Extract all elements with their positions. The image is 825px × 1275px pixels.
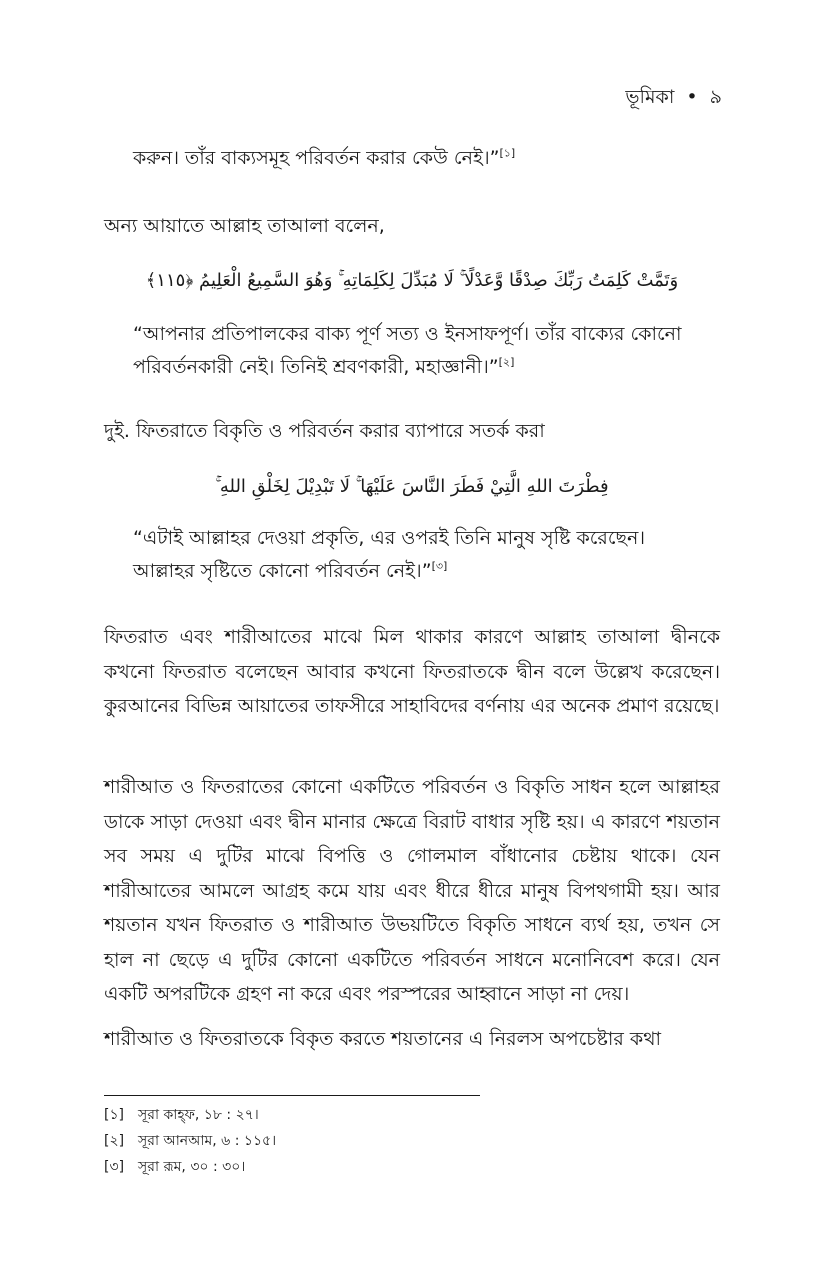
section-heading: দুই. ফিতরাতে বিকৃতি ও পরিবর্তন করার ব্যাপারে সতর্ক করা [104, 420, 545, 442]
footnote-ref-2: [২] [498, 355, 515, 369]
quote-translation-3: “এটাই আল্লাহর দেওয়া প্রকৃতি, এর ওপরই তিনি মানুষ সৃষ্টি করেছেন। আল্লাহর সৃষ্টিতে কোনো পরিবর্তন নেই।”[৩] [133, 527, 646, 583]
body-paragraph-3: শারীআত ও ফিতরাতকে বিকৃত করতে শয়তানের এ নিরলস অপচেষ্টার কথা [104, 1028, 662, 1050]
footnote-3: [৩] সূরা রূম, ৩০ : ৩০। [104, 1159, 246, 1175]
quote-translation-2: “আপনার প্রতিপালকের বাক্য পূর্ণ সত্য ও ইনসাফপূর্ণ। তাঁর বাক্যের কোনো পরিবর্তনকারী নেই। তিনিই শ্রবণকারী, মহাজ্ঞানী।”[২] [133, 323, 682, 379]
footnote-ref-1: [১] [499, 146, 516, 160]
page-number: ৯ [709, 86, 722, 108]
footnote-divider [104, 1095, 480, 1096]
quote-continuation: করুন। তাঁর বাক্যসমূহ পরিবর্তন করার কেউ নেই।”[১] [133, 146, 516, 169]
body-paragraph-1: ফিতরাত এবং শারীআতের মাঝে মিল থাকার কারণে আল্লাহ তাআলা দ্বীনকে কখনো ফিতরাত বলেছেন আবার কখনো ফিতরাতকে দ্বীন বলে উল্লেখ করেছেন। কুরআনের বিভিন্ন আয়াতের তাফসীরে সাহাবিদের বর্ণনায় এর অনেক প্রমাণ রয়েছে। [104, 626, 720, 718]
header-title: ভূমিকা [625, 86, 675, 108]
arabic-verse-2: فِطْرَتَ اللهِ الَّتِيْ فَطَرَ النَّاسَ عَلَيْهَا ۚ لَا تَبْدِيْلَ لِخَلْقِ اللهِ ۚ [215, 476, 609, 497]
footnote-ref-3: [৩] [431, 559, 448, 573]
running-header [625, 83, 722, 115]
footnote-1: [১] সূরা কাহ্ফ, ১৮ : ২৭। [104, 1107, 259, 1123]
header-separator: • [686, 86, 698, 108]
arabic-verse-1: وَتَمَّتْ كَلِمَتُ رَبِّكَ صِدْقًا وَّعَدْلًا ۚ لَا مُبَدِّلَ لِكَلِمَاتِهِ ۚ وَهُوَ السَّمِيعُ الْعَلِيمُ ﴿١١٥﴾ [145, 270, 679, 291]
intro-line: অন্য আয়াতে আল্লাহ তাআলা বলেন, [104, 215, 385, 237]
body-paragraph-2: শারীআত ও ফিতরাতের কোনো একটিতে পরিবর্তন ও বিকৃতি সাধন হলে আল্লাহর ডাকে সাড়া দেওয়া এবং দ্বীন মানার ক্ষেত্রে বিরাট বাধার সৃষ্টি হয়। এ কারণে শয়তান সব সময় এ দুটির মাঝে বিপত্তি ও গোলমাল বাঁধানোর চেষ্টায় থাকে। যেন শারীআতের আমলে আগ্রহ কমে যায় এবং ধীরে ধীরে মানুষ বিপথগামী হয়। আর শয়তান যখন ফিতরাত ও শারীআত উভয়টিতে বিকৃতি সাধনে ব্যর্থ হয়, তখন সে হাল না ছেড়ে এ দুটির কোনো একটিতে পরিবর্তন সাধনে মনোনিবেশ করে। যেন একটি অপরটিকে গ্রহণ না করে এবং পরস্পরের আহ্বানে সাড়া না দেয়। [104, 776, 720, 1006]
footnote-2: [২] সূরা আনআম, ৬ : ১১৫। [104, 1133, 277, 1149]
